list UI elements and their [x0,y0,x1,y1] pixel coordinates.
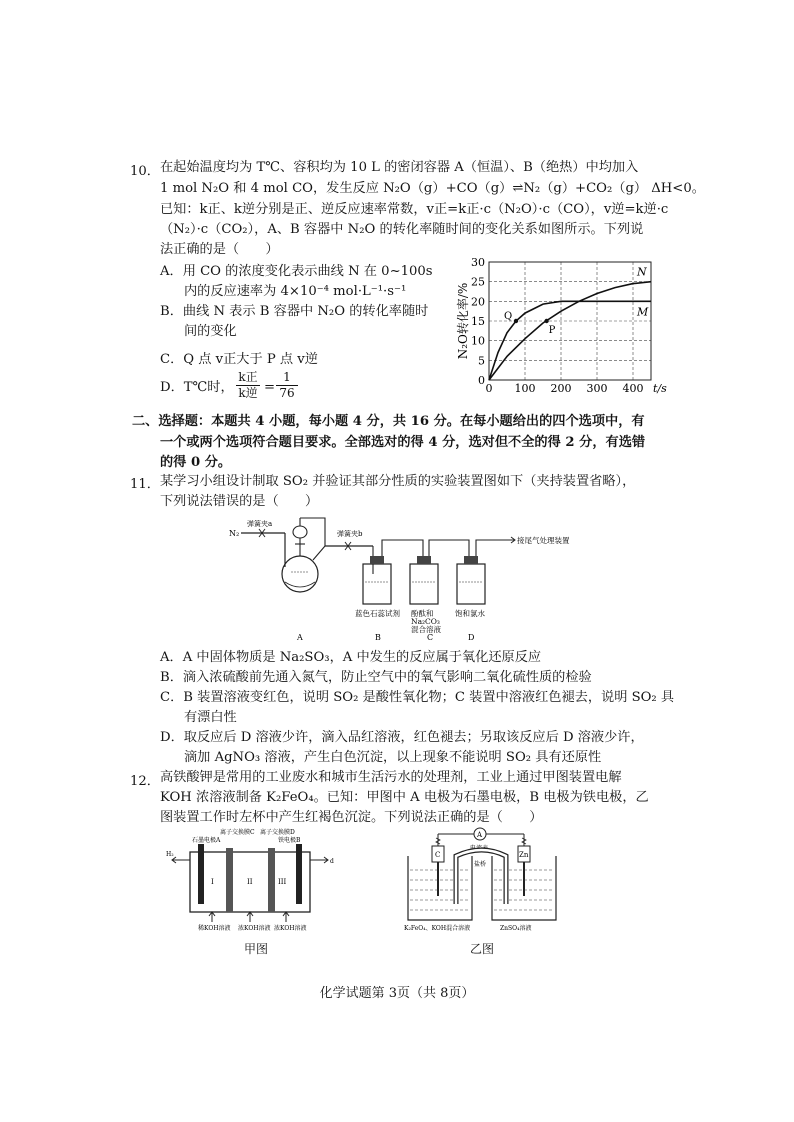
bottle-c-label-2: Na₂CO₃ [411,617,440,626]
x-tick-label: 100 [514,382,536,395]
point-label-p: P [548,325,556,336]
letter-d: D [468,633,475,642]
q11-text-line2: 下列说法错误的是（ ） [160,494,319,509]
bottle-c-label-3: 混合溶液 [411,625,441,634]
bottle-c [410,564,438,604]
q10-text-line2: 1 mol N₂O 和 4 mol CO，发生反应 N₂O（g）+CO（g）⇌N₂（g）+CO₂（g） ΔH<0。 [160,181,705,196]
x-tick-label: 0 [485,382,493,395]
point-q [514,319,518,323]
d-label: d [330,858,334,865]
series-label-m: M [637,305,649,319]
chart-series [489,282,651,380]
q10-fraction-value-den: 76 [279,386,295,400]
x-tick-label: 200 [550,382,572,395]
y-axis-label: N₂O转化率/% [456,282,470,360]
clip-b-label: 弹簧夹b [337,530,363,538]
q10-option-d-prefix: D．T℃时， [160,380,234,395]
q11-option-c-line2: 有漂白性 [184,710,237,725]
section2-line3: 的得 0 分。 [160,455,232,470]
inlet-2-arrow [247,912,253,922]
electrode-a [198,844,204,904]
jia-caption: 甲图 [244,942,269,956]
q12-number: 12． [130,774,160,789]
letter-b: B [375,633,381,642]
q12-figure-yi [400,826,570,936]
q11-text-line1: 某学习小组设计制取 SO₂ 并验证其部分性质的实验装置图如下（夹持装置省略）， [160,474,636,489]
q10-option-c: C．Q 点 v正大于 P 点 v逆 [160,352,318,367]
sol-3-label: 浓KOH溶液 [274,925,307,932]
q11-option-a: A．A 中固体物质是 Na₂SO₃，A 中发生的反应属于氧化还原反应 [160,650,542,665]
section2-line2: 一个或两个选项符合题目要求。全部选对的得 4 分，选对但不全的得 2 分，有选错 [160,435,646,450]
y-tick-label: 5 [478,354,485,368]
q10-text-line1: 在起始温度均为 T℃、容积均为 10 L 的密闭容器 A（恒温）、B（绝热）中均加入 [160,160,639,175]
q11-option-d-line1: D．取反应后 D 溶液少许，滴入品红溶液，红色褪去；另取该反应后 D 溶液少许， [160,730,644,745]
point-label-q: Q [504,311,513,322]
sol-2-label: 浓KOH溶液 [238,925,271,932]
electrode-b [296,844,302,904]
bottle-b [363,564,391,604]
membrane-d [268,848,275,912]
membrane-d-label: 离子交换膜D [260,829,295,836]
q11-apparatus-figure [225,512,585,642]
y-tick-label: 15 [471,315,485,328]
bottle-c-label-1: 酚酞和 [411,609,434,618]
y-tick-label: 25 [471,275,485,289]
y-tick-label: 30 [471,256,485,269]
q11-option-d-line2: 滴加 AgNO₃ 溶液，产生白色沉淀，以上现象不能说明 SO₂ 具有还原性 [184,750,602,765]
q11-number: 11． [130,477,160,492]
y-tick-label: 0 [478,374,485,387]
electrode-zn-label: Zn [519,851,529,859]
bottle-d-label: 饱和氯水 [455,609,485,618]
q12-text-line2: KOH 浓溶液制备 K₂FeO₄。已知：甲图中 A 电极为石墨电极，B 电极为铁电极，乙 [160,790,649,805]
tail-arrow-icon [507,537,515,543]
series-label-n: N [637,265,647,279]
series-line-n [489,282,651,380]
room-1-label: I [211,878,214,886]
q10-fraction-k-den: k逆 [238,386,258,400]
y-tick-label: 10 [471,334,485,348]
dropping-funnel [293,526,307,538]
page-footer: 化学试题第 3页（共 8页） [319,986,475,1001]
q12-text-line1: 高铁酸钾是常用的工业废水和城市生活污水的处理剂，工业上通过甲图装置电解 [160,770,622,785]
salt-bridge-label: 盐桥 [474,861,487,868]
q10-fraction-value-num: 1 [276,370,298,386]
tail-label: 接尾气处理装置 [517,536,570,545]
chart-grid [489,262,651,380]
x-tick-label: 400 [622,382,644,395]
clip-a-label: 弹簧夹a [247,520,273,528]
q10-fraction-k-num: k正 [236,370,260,386]
q12-figure-jia [168,826,338,936]
bottle-d [457,564,485,604]
q10-fraction-equals: = [264,380,276,395]
membrane-c-label: 离子交换膜C [220,829,255,836]
salt-bridge [456,850,506,904]
left-solution-label: K₂FeO₄、KOH混合溶液 [404,925,471,932]
x-axis-label: t/s [653,382,667,395]
q10-option-b-line2: 间的变化 [184,324,237,339]
electrode-c-label: C [435,851,441,859]
right-solution-label: ZnSO₄溶液 [500,925,532,932]
q10-option-a-line2: 内的反应速率为 4×10⁻⁴ mol·L⁻¹·s⁻¹ [184,284,407,299]
sol-1-label: 稀KOH溶液 [198,925,231,932]
electrode-a-label: 石墨电极A [192,837,221,844]
inlet-1-arrow [209,912,215,922]
y-tick-label: 20 [471,295,485,309]
membrane-c [226,848,233,912]
q12-text-line3: 图装置工作时左杯中产生红褐色沉淀。下列说法正确的是（ ） [160,810,543,825]
inlet-3-arrow [283,912,289,922]
q10-option-a-line1: A．用 CO 的浓度变化表示曲线 N 在 0~100s [160,264,433,279]
q10-number: 10． [130,164,160,179]
beaker-left [408,856,472,920]
letter-c: C [427,633,434,642]
electrode-b-label: 铁电极B [278,837,301,844]
ammeter-letter: A [477,831,483,839]
q10-text-line3: 已知：k正、k逆分别是正、逆反应速率常数，v正=k正·c（N₂O）·c（CO），v逆=k逆·c [160,202,669,217]
bottle-b-label: 蓝色石蕊试剂 [355,609,400,618]
room-3-label: III [278,878,287,886]
room-2-label: II [247,878,253,886]
h2-label: H₂ [166,851,174,858]
x-tick-label: 300 [586,382,608,395]
q11-option-b: B．滴入浓硫酸前先通入氮气，防止空气中的氧气影响二氧化硫性质的检验 [160,670,592,685]
point-p [544,319,548,323]
ammeter-label: 电流表 [470,845,489,852]
q10-text-line4: （N₂）·c（CO₂），A、B 容器中 N₂O 的转化率随时间的变化关系如图所示。下列说 [160,222,644,237]
q10-conversion-chart [445,250,675,400]
q10-fraction-k [236,370,260,401]
letter-a: A [297,633,303,642]
yi-caption: 乙图 [470,942,495,956]
q11-option-c-line1: C．B 装置溶液变红色，说明 SO₂ 是酸性氧化物；C 装置中溶液红色褪去，说明 SO₂ 具 [160,690,675,705]
q10-option-b-line1: B．曲线 N 表示 B 容器中 N₂O 的转化率随时 [160,304,429,319]
q10-fraction-value [276,370,298,401]
q10-text-line5: 法正确的是（ ） [160,242,279,257]
n2-label: N₂ [229,529,240,538]
section2-line1: 二、选择题：本题共 4 小题，每小题 4 分，共 16 分。在每小题给出的四个选项中，有 [132,414,645,429]
